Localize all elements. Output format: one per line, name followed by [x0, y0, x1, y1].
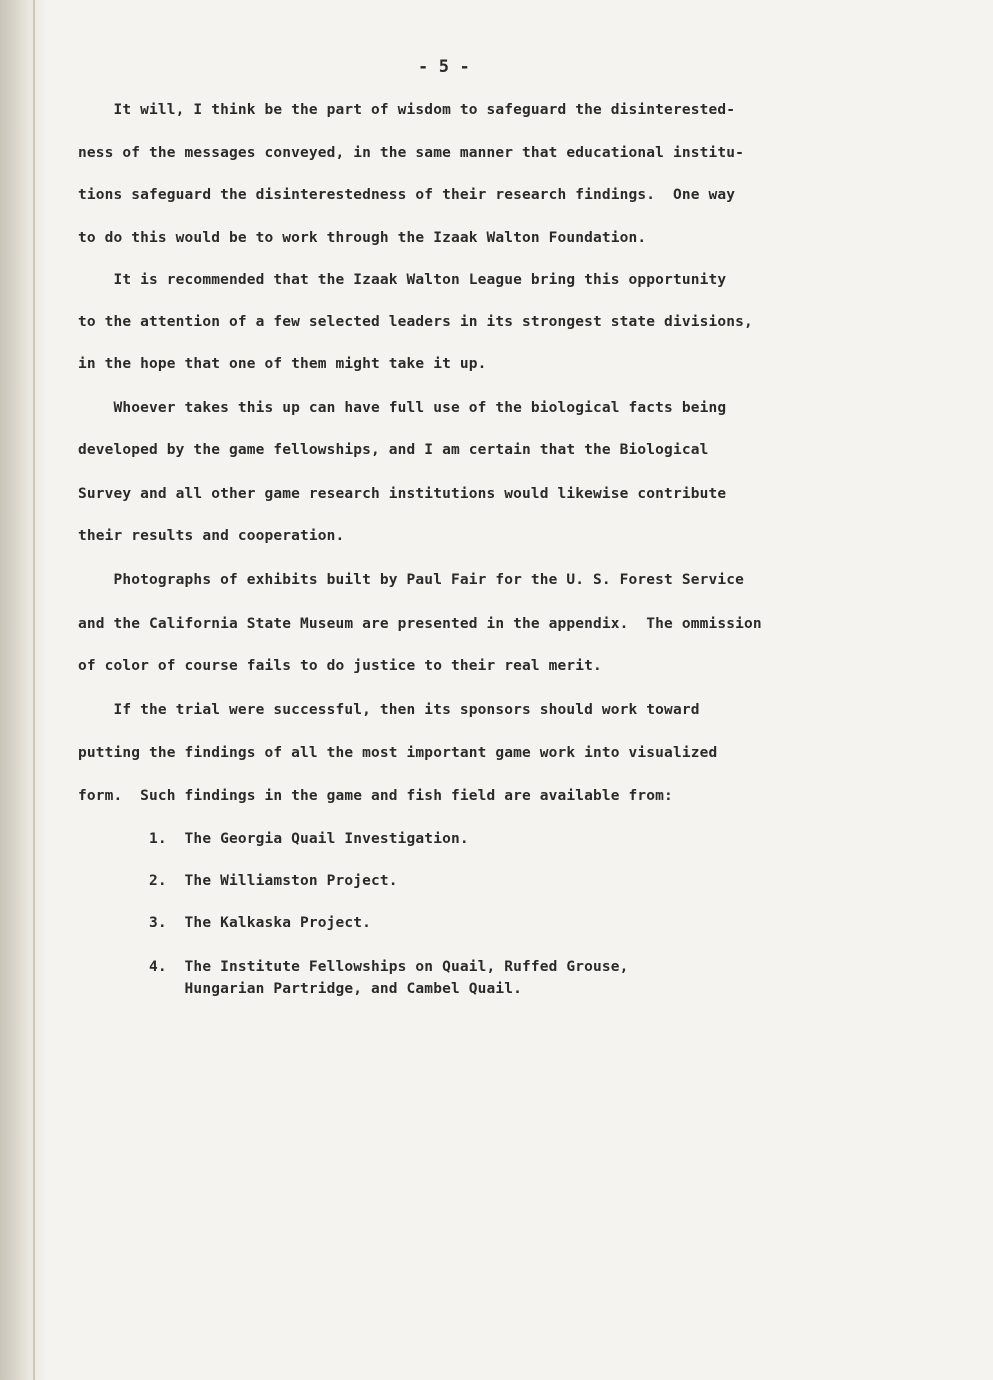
list-item-1: 1. The Georgia Quail Investigation.: [78, 831, 469, 847]
list-item-3: 3. The Kalkaska Project.: [78, 915, 372, 931]
text-line-10: Survey and all other game research institutions would likewise contribute: [78, 486, 727, 502]
text-line-4: to do this would be to work through the Izaak Walton Foundation.: [78, 230, 647, 246]
text-line-2: ness of the messages conveyed, in the same manner that educational institu-: [78, 145, 744, 161]
text-line-3: tions safeguard the disinterestedness of their research findings. One way: [78, 187, 736, 203]
text-line-11: their results and cooperation.: [78, 528, 345, 544]
text-line-13: and the California State Museum are presented in the appendix. The ommission: [78, 616, 762, 632]
text-line-6: to the attention of a few selected leaders in its strongest state divisions,: [78, 314, 753, 330]
text-line-14: of color of course fails to do justice to their real merit.: [78, 658, 602, 674]
page-number: - 5 -: [418, 57, 470, 77]
binding-edge: [0, 0, 48, 1380]
text-line-15: If the trial were successful, then its sponsors should work toward: [78, 702, 700, 718]
text-line-7: in the hope that one of them might take it up.: [78, 356, 487, 372]
text-line-12: Photographs of exhibits built by Paul Fair for the U. S. Forest Service: [78, 572, 744, 588]
text-line-8: Whoever takes this up can have full use of the biological facts being: [78, 400, 727, 416]
list-item-4-line-1: 4. The Institute Fellowships on Quail, Ruffed Grouse,: [78, 959, 629, 975]
binding-line: [33, 0, 35, 1380]
list-item-2: 2. The Williamston Project.: [78, 873, 398, 889]
text-line-17: form. Such findings in the game and fish field are available from:: [78, 788, 673, 804]
text-line-5: It is recommended that the Izaak Walton League bring this opportunity: [78, 272, 727, 288]
text-line-9: developed by the game fellowships, and I am certain that the Biological: [78, 442, 709, 458]
list-item-4-line-2: Hungarian Partridge, and Cambel Quail.: [78, 981, 522, 997]
text-line-16: putting the findings of all the most important game work into visualized: [78, 745, 718, 761]
text-line-1: It will, I think be the part of wisdom to safeguard the disinterested-: [78, 102, 736, 118]
